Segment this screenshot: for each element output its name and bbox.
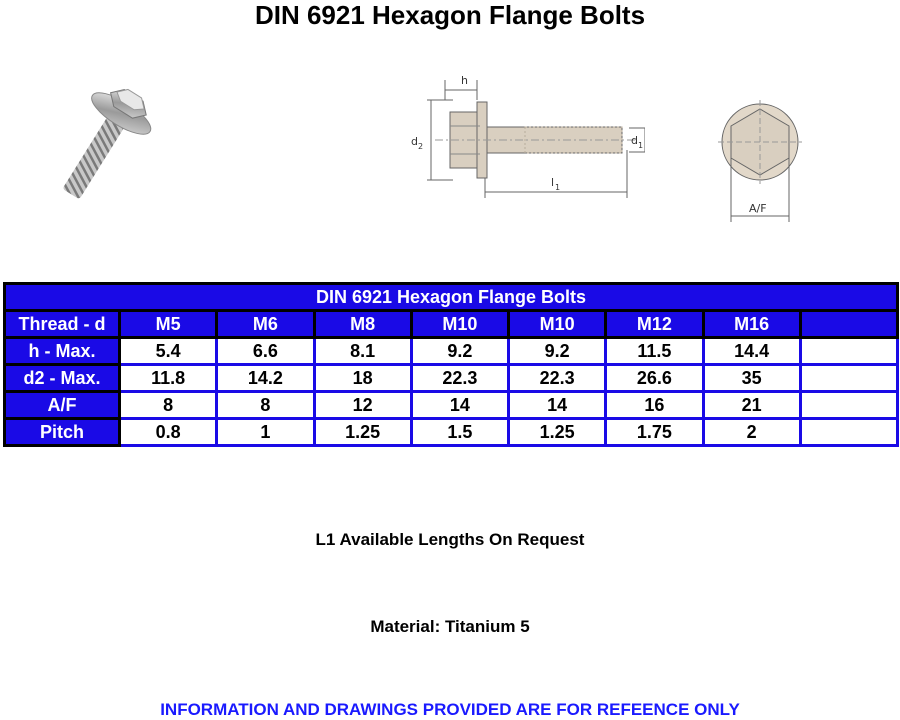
size-header: M5 [120, 311, 217, 338]
table-header-row [5, 311, 898, 338]
table-cell [800, 419, 897, 446]
table-cell: 22.3 [509, 365, 606, 392]
table-cell: 1 [217, 419, 314, 446]
end-view-drawing [715, 92, 805, 227]
svg-text:1: 1 [638, 141, 644, 150]
d1-label: d [631, 134, 638, 147]
table-cell: 35 [703, 365, 800, 392]
size-header: M16 [703, 311, 800, 338]
table-row [5, 338, 898, 365]
l1-label: l [551, 176, 555, 189]
table-cell: 8 [217, 392, 314, 419]
table-cell: 11.5 [606, 338, 703, 365]
table-caption: DIN 6921 Hexagon Flange Bolts [5, 284, 898, 311]
h-label: h [461, 74, 468, 87]
table-cell: 6.6 [217, 338, 314, 365]
material-note: Material: Titanium 5 [370, 617, 530, 636]
af-label: A/F [749, 202, 767, 215]
header-label: Thread - d [5, 311, 120, 338]
specification-table [3, 282, 899, 447]
table-cell: 1.25 [509, 419, 606, 446]
size-header [800, 311, 897, 338]
table-cell: 16 [606, 392, 703, 419]
size-header: M10 [509, 311, 606, 338]
table-cell: 18 [314, 365, 411, 392]
table-cell: 14.4 [703, 338, 800, 365]
table-cell: 12 [314, 392, 411, 419]
disclaimer-note: INFORMATION AND DRAWINGS PROVIDED ARE FOR REFEENCE ONLY [160, 700, 740, 719]
table-cell: 9.2 [509, 338, 606, 365]
row-label: h - Max. [5, 338, 120, 365]
svg-text:1: 1 [555, 183, 561, 192]
size-header: M10 [411, 311, 508, 338]
d2-label: d [411, 135, 418, 148]
table-cell [800, 365, 897, 392]
table-cell: 8 [120, 392, 217, 419]
row-label: Pitch [5, 419, 120, 446]
table-cell: 5.4 [120, 338, 217, 365]
table-cell: 21 [703, 392, 800, 419]
bolt-photo [52, 70, 162, 215]
table-cell: 1.75 [606, 419, 703, 446]
table-cell [800, 392, 897, 419]
table-cell: 9.2 [411, 338, 508, 365]
svg-text:2: 2 [418, 142, 424, 151]
row-label: A/F [5, 392, 120, 419]
table-row [5, 419, 898, 446]
table-cell: 1.25 [314, 419, 411, 446]
side-view-drawing [405, 70, 645, 230]
size-header: M6 [217, 311, 314, 338]
table-cell: 14.2 [217, 365, 314, 392]
lengths-note: L1 Available Lengths On Request [315, 530, 585, 549]
size-header: M8 [314, 311, 411, 338]
size-header: M12 [606, 311, 703, 338]
table-cell: 26.6 [606, 365, 703, 392]
table-cell [800, 338, 897, 365]
table-cell: 14 [509, 392, 606, 419]
table-cell: 2 [703, 419, 800, 446]
row-label: d2 - Max. [5, 365, 120, 392]
table-cell: 1.5 [411, 419, 508, 446]
table-row [5, 365, 898, 392]
table-cell: 22.3 [411, 365, 508, 392]
table-cell: 14 [411, 392, 508, 419]
table-cell: 11.8 [120, 365, 217, 392]
table-cell: 8.1 [314, 338, 411, 365]
table-cell: 0.8 [120, 419, 217, 446]
page-title: DIN 6921 Hexagon Flange Bolts [254, 0, 646, 30]
table-row [5, 392, 898, 419]
